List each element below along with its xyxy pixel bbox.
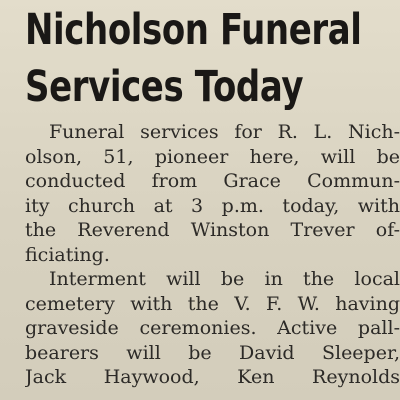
headline-line-2: Services Today: [25, 62, 304, 112]
paragraph-2-line-1: Interment will be in the local: [49, 268, 400, 290]
paragraph-1-line-6: ficiating.: [25, 243, 110, 266]
article-body: [25, 120, 400, 390]
headline-line-1: Nicholson Funeral: [25, 5, 362, 55]
paragraph-2-line-3: graveside ceremonies. Active pall-: [25, 317, 400, 339]
paragraph-1-line-4: ity church at 3 p.m. today, with: [25, 194, 400, 217]
paragraph-2-line-4: bearers will be David Sleeper,: [25, 341, 400, 364]
paragraph-2: [25, 267, 400, 390]
paragraph-1-line-5: the Reverend Winston Trever of-: [25, 219, 400, 241]
paragraph-1: [25, 120, 400, 267]
headline: [25, 2, 362, 116]
paragraph-1-line-3: conducted from Grace Commun-: [25, 170, 400, 192]
paragraph-2-line-2: cemetery with the V. F. W. having: [25, 292, 400, 315]
paragraph-2-line-5: Jack Haywood, Ken Reynolds: [25, 366, 400, 388]
paragraph-1-line-1: Funeral services for R. L. Nich-: [49, 121, 400, 143]
paragraph-1-line-2: olson, 51, pioneer here, will be: [25, 145, 400, 168]
